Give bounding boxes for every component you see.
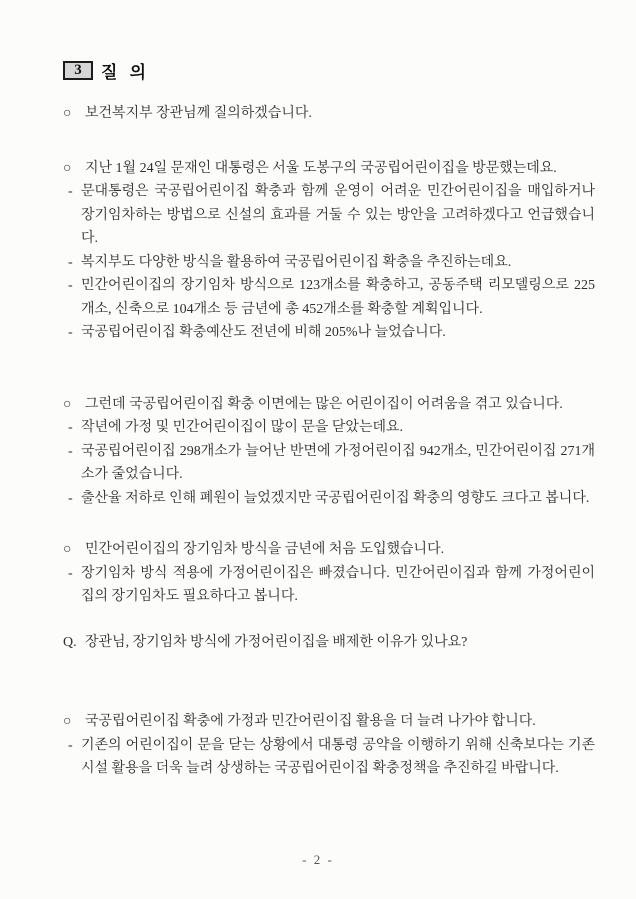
paragraph-text: 지난 1월 24일 문재인 대통령은 서울 도봉구의 국공립어린이집을 방문했는데요. bbox=[85, 160, 557, 176]
paragraph-greeting bbox=[63, 102, 595, 126]
paragraph-text: 문대통령은 국공립어린이집 확충과 함께 운영이 어려운 민간어린이집을 매입하거나 장기임차하는 방법으로 신설의 효과를 거둘 수 있는 방안을 고려하겠다고 언급했습니다. bbox=[81, 184, 595, 246]
question-to-minister bbox=[63, 631, 595, 655]
circle-bullet: ○ bbox=[63, 396, 72, 412]
dash-bullet: - bbox=[68, 325, 73, 340]
paragraph-text: 장관님, 장기임차 방식에 가정어린이집을 배제한 이유가 있나요? bbox=[85, 634, 468, 650]
page-number: - 2 - bbox=[302, 852, 334, 867]
paragraph-text: 그런데 국공립어린이집 확충 이면에는 많은 어린이집이 어려움을 겪고 있습니다. bbox=[85, 396, 563, 412]
dash-bullet: - bbox=[68, 278, 73, 293]
paragraph-recommendation bbox=[63, 710, 595, 734]
subparagraph-ministry-methods bbox=[68, 251, 595, 275]
question-prefix: Q. bbox=[63, 634, 77, 650]
section-heading bbox=[63, 60, 595, 81]
subparagraph-president-remark bbox=[68, 180, 595, 251]
paragraph-text: 기존의 어린이집이 문을 닫는 상황에서 대통령 공약을 이행하기 위해 신축보다는 기존 시설 활용을 더욱 늘려 상생하는 국공립어린이집 확충정책을 추진하길 바랍니다. bbox=[81, 737, 595, 776]
paragraph-text: 장기임차 방식 적용에 가정어린이집은 빠졌습니다. 민간어린이집과 함께 가정어린이집의 장기임차도 필요하다고 봅니다. bbox=[81, 565, 595, 604]
paragraph-text: 출산율 저하로 인해 폐원이 늘었겠지만 국공립어린이집 확충의 영향도 크다고 봅니다. bbox=[81, 490, 590, 506]
paragraph-text: 보건복지부 장관님께 질의하겠습니다. bbox=[85, 106, 312, 121]
subparagraph-closure-statistics bbox=[68, 440, 595, 487]
paragraph-text: 민간어린이집의 장기임차 방식을 금년에 처음 도입했습니다. bbox=[85, 542, 445, 557]
dash-bullet: - bbox=[68, 254, 73, 270]
dash-bullet: - bbox=[68, 443, 73, 459]
paragraph-text: 작년에 가정 및 민간어린이집이 많이 문을 닫았는데요. bbox=[81, 420, 404, 435]
subparagraph-birthrate-impact bbox=[68, 487, 595, 511]
subparagraph-policy-request bbox=[68, 734, 595, 781]
circle-bullet: ○ bbox=[63, 714, 72, 729]
section-number-box: 3 bbox=[63, 61, 93, 80]
subparagraph-closures-lastyear bbox=[68, 416, 595, 440]
paragraph-lease-introduction bbox=[63, 538, 595, 562]
circle-bullet: ○ bbox=[63, 542, 72, 557]
circle-bullet: ○ bbox=[63, 160, 72, 176]
paragraph-text: 민간어린이집의 장기임차 방식으로 123개소를 확충하고, 공동주택 리모델링으로 225개소, 신축으로 104개소 등 금년에 총 452개소를 확충할 계획입니다. bbox=[81, 278, 595, 317]
dash-bullet: - bbox=[68, 184, 73, 199]
subparagraph-expansion-plan bbox=[68, 274, 595, 321]
dash-bullet: - bbox=[68, 490, 73, 506]
dash-bullet: - bbox=[68, 420, 73, 435]
paragraph-difficulties bbox=[63, 393, 595, 417]
dash-bullet: - bbox=[68, 565, 73, 581]
paragraph-text: 국공립어린이집 확충에 가정과 민간어린이집 활용을 더 늘려 나가야 합니다. bbox=[85, 714, 536, 729]
circle-bullet: ○ bbox=[63, 106, 72, 121]
paragraph-text: 국공립어린이집 298개소가 늘어난 반면에 가정어린이집 942개소, 민간어린이집 271개소가 줄었습니다. bbox=[81, 443, 595, 482]
paragraph-text: 복지부도 다양한 방식을 활용하여 국공립어린이집 확충을 추진하는데요. bbox=[81, 254, 512, 270]
section-title: 질 의 bbox=[101, 63, 151, 82]
paragraph-text: 국공립어린이집 확충예산도 전년에 비해 205%나 늘었습니다. bbox=[81, 325, 446, 340]
subparagraph-budget-increase bbox=[68, 321, 595, 345]
paragraph-visit bbox=[63, 157, 595, 181]
dash-bullet: - bbox=[68, 737, 73, 753]
subparagraph-home-daycare-excluded bbox=[68, 562, 595, 609]
